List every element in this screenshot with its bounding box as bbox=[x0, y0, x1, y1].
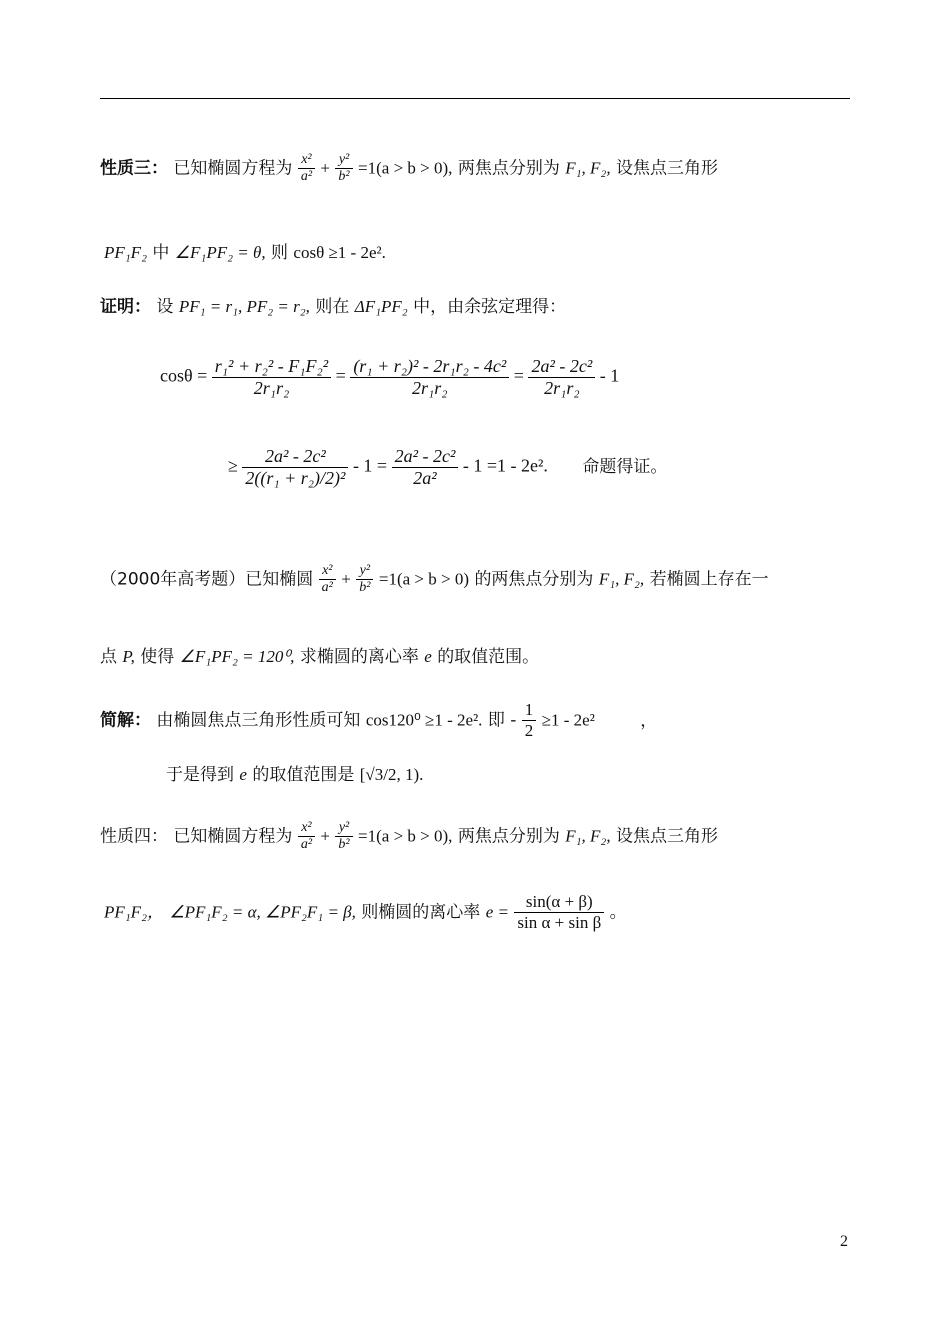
point-p: P, bbox=[122, 647, 135, 666]
eccentricity-range: [√3/2, 1). bbox=[359, 765, 424, 784]
triangle-label: PF₁F₂ bbox=[104, 243, 147, 262]
angle-120: ∠F₁PF₂ = 120⁰, bbox=[179, 647, 295, 666]
proof-text-2: 则在 bbox=[315, 297, 350, 317]
example-text-7: 的取值范围。 bbox=[437, 647, 540, 667]
property-four-foci: F₁, F₂, bbox=[565, 826, 611, 846]
zhong-text: 中 bbox=[152, 243, 170, 263]
solution-text-4: 的取值范围是 bbox=[252, 765, 355, 785]
solution-e: e bbox=[239, 765, 247, 784]
fraction-1: $\frac{\text{r₁² + r₂² - F₁F₂²}}{\text{2r₁r₂}}$ bbox=[212, 356, 331, 399]
proof-equation-1: cosθ = $\frac{\text{r₁² + r₂² - F₁F₂²}}{\text{2r₁r₂}}$ = $\frac{\text{(r₁ + r₂)² - 2r₁r₂ - 4c²}}{\text{2r₁r₂}}$ = $\frac{\text{2a² - 2c²}}{\text{2r₁r₂}}$ - 1 bbox=[160, 356, 620, 398]
example-text-1: （2000年高考题）已知椭圆 bbox=[100, 569, 314, 590]
eccentricity-fraction: $\frac{\sin(\alpha + \beta)}{\text{sin α + sin β}}$ bbox=[514, 892, 604, 933]
foci-label: F₁, F₂, bbox=[565, 158, 611, 178]
property-three-result: cosθ ≥1 - 2e². bbox=[293, 243, 386, 262]
example-text-2: 的两焦点分别为 bbox=[474, 569, 594, 590]
example-foci: F₁, F₂, bbox=[598, 569, 645, 589]
proof-text-3: 中，由余弦定理得： bbox=[413, 297, 567, 317]
property-four-line-1: 性质四： 已知椭圆方程为 $\frac{\text{x²}}{\text{a²}}$ + $\frac{\text{y²}}{\text{b²}}$ =1(a > b > 0), 两焦点分别为 F₁, F₂, 设焦点三角形 bbox=[100, 820, 718, 852]
one-half-fraction: $\frac{1}{2}$ bbox=[522, 700, 537, 741]
ge-sign: ≥ bbox=[228, 455, 238, 476]
y-over-b-fraction-2: $\frac{\text{y²}}{\text{b²}}$ bbox=[356, 563, 373, 596]
cos120-inequality: cos120⁰ ≥1 - 2e². bbox=[365, 710, 483, 730]
proof-heading: 证明： bbox=[100, 297, 151, 317]
fraction-4: $\frac{\text{2a² - 2c²}}{\text{2((r₁ + r₂)/2)²}}$ bbox=[242, 446, 348, 489]
qed-text: 命题得证。 bbox=[582, 456, 668, 477]
fraction-2: $\frac{\text{(r₁ + r₂)² - 2r₁r₂ - 4c²}}{\text{2r₁r₂}}$ bbox=[350, 356, 509, 399]
property-three-text-2: 两焦点分别为 bbox=[457, 158, 560, 179]
proof-text-1: 设 bbox=[156, 297, 174, 317]
ji-minus: 即 - bbox=[487, 710, 517, 731]
shide-text: 使得 bbox=[140, 647, 175, 667]
proof-conclusion: - 1 =1 - 2e². bbox=[462, 455, 548, 476]
eccentricity-e: e bbox=[424, 647, 432, 666]
property-three-text-1: 已知椭圆方程为 bbox=[173, 158, 293, 179]
solution-line-1 bbox=[100, 700, 657, 741]
proof-line-1 bbox=[100, 292, 566, 317]
property-four-triangle: PF₁F₂， bbox=[104, 902, 164, 922]
property-four-text-1: 已知椭圆方程为 bbox=[173, 826, 293, 847]
example-text-6: 求椭圆的离心率 bbox=[299, 647, 419, 667]
example-line-2 bbox=[100, 642, 539, 667]
example-condition: =1(a > b > 0) bbox=[378, 569, 470, 589]
solution-heading: 简解： bbox=[100, 710, 151, 731]
property-four-text-4: 则椭圆的离心率 bbox=[361, 902, 481, 923]
property-three-line-1: 性质三： 已知椭圆方程为 $\frac{\text{x²}}{\text{a²}}$ + $\frac{\text{y²}}{\text{b²}}$ =1(a > b > 0), 两焦点分别为 F₁, F₂, 设焦点三角形 bbox=[100, 152, 718, 184]
fraction-3: $\frac{\text{2a² - 2c²}}{\text{2r₁r₂}}$ bbox=[528, 356, 595, 399]
example-text-3: 若椭圆上存在一 bbox=[649, 569, 769, 590]
property-three-heading: 性质三： bbox=[100, 158, 168, 179]
header-rule bbox=[100, 98, 850, 99]
y-over-b-fraction: $\frac{\text{y²}}{\text{b²}}$ bbox=[335, 152, 352, 185]
property-four-heading: 性质四： bbox=[100, 826, 168, 847]
e-equals: e = bbox=[485, 902, 509, 922]
property-four-text-3: 设焦点三角形 bbox=[615, 826, 718, 847]
minus-one-equals: - 1 = bbox=[352, 455, 388, 476]
proof-triangle: ΔF₁PF₂ bbox=[354, 297, 408, 316]
solution-inequality-2: ≥1 - 2e² bbox=[541, 710, 595, 730]
solution-line-2 bbox=[166, 760, 423, 785]
ellipse-condition: =1(a > b > 0), bbox=[358, 158, 453, 178]
dian-text: 点 bbox=[100, 647, 117, 667]
x-over-a-fraction-2: $\frac{\text{x²}}{\text{a²}}$ bbox=[319, 563, 336, 596]
y-over-b-fraction-3: $\frac{\text{y²}}{\text{b²}}$ bbox=[335, 820, 352, 853]
property-four-end: 。 bbox=[609, 902, 627, 923]
property-four-condition: =1(a > b > 0), bbox=[358, 826, 453, 846]
x-over-a-fraction-3: $\frac{\text{x²}}{\text{a²}}$ bbox=[298, 820, 315, 853]
proof-definitions: PF₁ = r₁, PF₂ = r₂, bbox=[178, 297, 310, 316]
solution-text-3: 于是得到 bbox=[166, 765, 234, 785]
x-over-a-fraction: $\frac{\text{x²}}{\text{a²}}$ bbox=[298, 152, 315, 185]
ze-text: 则 bbox=[271, 243, 288, 263]
property-four-angles: ∠PF₁F₂ = α, ∠PF₂F₁ = β, bbox=[169, 902, 356, 922]
cos-theta-lhs: cosθ = bbox=[160, 365, 208, 386]
solution-comma: ， bbox=[640, 710, 658, 731]
solution-text-1: 由椭圆焦点三角形性质可知 bbox=[156, 710, 361, 731]
fraction-5: $\frac{\text{2a² - 2c²}}{\text{2a²}}$ bbox=[392, 446, 459, 489]
angle-theta: ∠F₁PF₂ = θ, bbox=[174, 243, 266, 262]
property-three-line-2 bbox=[104, 238, 386, 263]
page-number: 2 bbox=[840, 1233, 848, 1250]
property-three-text-3: 设焦点三角形 bbox=[615, 158, 718, 179]
property-four-text-2: 两焦点分别为 bbox=[457, 826, 560, 847]
example-line-1: （2000年高考题）已知椭圆 $\frac{\text{x²}}{\text{a²}}$ + $\frac{\text{y²}}{\text{b²}}$ =1(a > b > 0) 的两焦点分别为 F₁, F₂, 若椭圆上存在一 bbox=[100, 563, 769, 595]
minus-one: - 1 bbox=[599, 365, 620, 386]
proof-equation-2 bbox=[228, 446, 667, 489]
property-four-line-2 bbox=[104, 892, 627, 933]
